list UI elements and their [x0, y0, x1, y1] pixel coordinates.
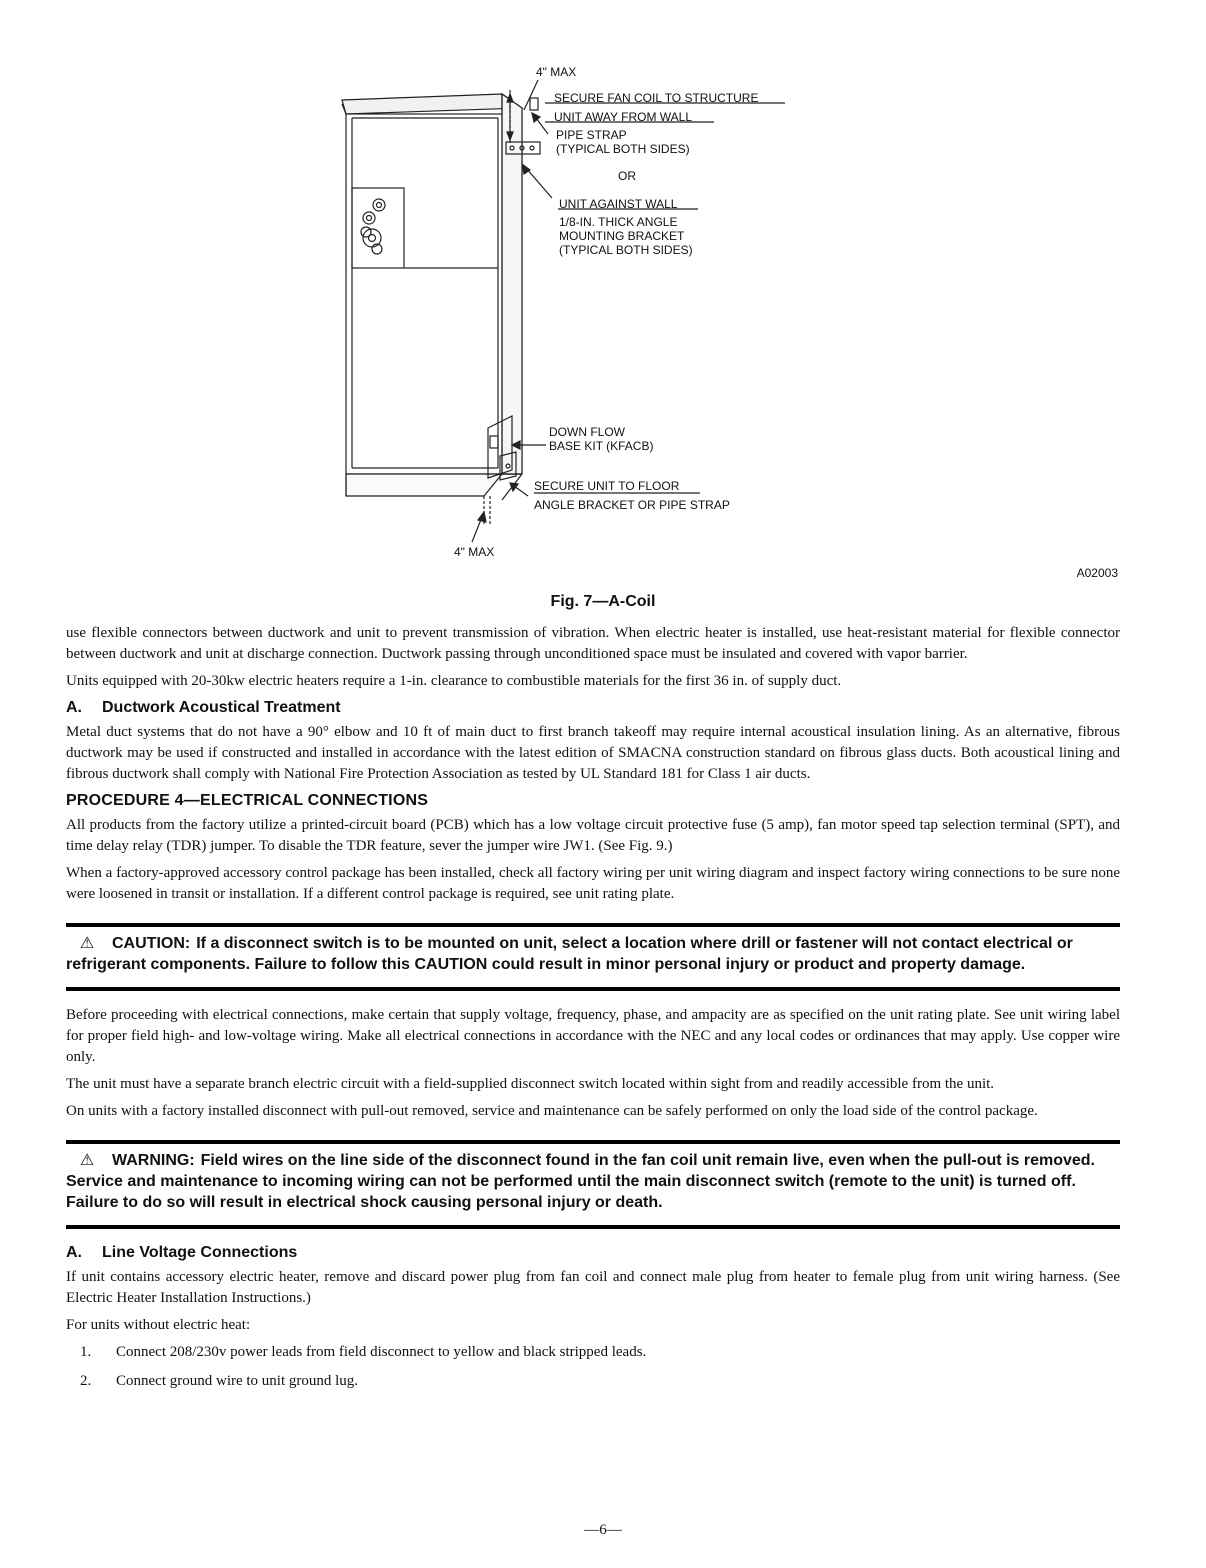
list-item	[66, 1371, 1120, 1392]
page-number: —6—	[584, 1522, 622, 1538]
paragraph-before-proceeding: Before proceeding with electrical connections, make certain that supply voltage, frequency, phase, and ampacity are as specified on the unit rating plate. See unit wiring label for proper field high- and low-voltage wiring. Make all electrical connections in accordance with the NEC and any local codes or ordinances that may apply. Use copper wire only.	[66, 1007, 1120, 1065]
label-or: OR	[618, 169, 636, 183]
label-secure-fan-coil: SECURE FAN COIL TO STRUCTURE	[554, 91, 759, 105]
paragraph-acoustical-treatment: Metal duct systems that do not have a 90° elbow and 10 ft of main duct to first branch takeoff may require internal acoustical insulation lining. As an alternative, fibrous ductwork may be used if constructed and installed in accordance with the latest edition of SMACNA construction standard on fibrous glass ducts. Both acoustical lining and fibrous ductwork shall comply with National Fire Protection Association as tested by UL Standard 181 for Class 1 air ducts.	[66, 724, 1120, 782]
step-text: Connect 208/230v power leads from field disconnect to yellow and black stripped leads.	[116, 1344, 647, 1360]
paragraph-clearance: Units equipped with 20-30kw electric heaters require a 1-in. clearance to combustible materials for the first 36 in. of supply duct.	[66, 673, 842, 689]
step-text: Connect ground wire to unit ground lug.	[116, 1373, 359, 1389]
caution-text: If a disconnect switch is to be mounted on unit, select a location where drill or fastener will not contact electrical or refrigerant components. Failure to follow this CAUTION could result in minor personal injury or product and property damage.	[66, 935, 1073, 973]
label-angle-bracket-or-pipe-strap: ANGLE BRACKET OR PIPE STRAP	[534, 498, 730, 512]
warning-label: WARNING:	[112, 1152, 195, 1169]
caution-label: CAUTION:	[112, 935, 191, 952]
caution-box	[66, 923, 1120, 991]
paragraph-branch-circuit: The unit must have a separate branch electric circuit with a field-supplied disconnect switch located within sight from and readily accessible from the unit.	[66, 1076, 995, 1092]
paragraph-pcb: All products from the factory utilize a printed-circuit board (PCB) which has a low voltage circuit protective fuse (5 amp), fan motor speed tap selection terminal (SPT), and time delay relay (TDR) jumper. To disable the TDR feature, sever the jumper wire JW1. (See Fig. 9.)	[66, 817, 1120, 854]
label-typical-both-sides-1: (TYPICAL BOTH SIDES)	[556, 142, 690, 156]
label-unit-away-from-wall: UNIT AWAY FROM WALL	[554, 110, 693, 124]
paragraph-control-package: When a factory-approved accessory control package has been installed, check all factory wiring per unit wiring diagram and inspect factory wiring connections to be sure none were loosened in transit or installation. If a different control package is required, see unit rating plate.	[66, 865, 1120, 902]
warning-triangle-icon: ⚠	[79, 935, 95, 952]
warning-text: Field wires on the line side of the disconnect found in the fan coil unit remain live, even when the pull-out is removed. Service and maintenance to incoming wiring can not be performed until the main disconnect switch (remote to the unit) is turned off. Failure to do so will result in electrical shock causing personal injury or death.	[66, 1152, 1095, 1211]
label-mounting-bracket: MOUNTING BRACKET	[559, 229, 685, 243]
section-title: Ductwork Acoustical Treatment	[102, 699, 341, 716]
paragraph-factory-disconnect: On units with a factory installed disconnect with pull-out removed, service and maintenance can be safely performed on only the load side of the control package.	[66, 1103, 1038, 1119]
section-letter: A.	[66, 1244, 82, 1261]
section-heading-ductwork-acoustical	[66, 698, 1120, 718]
step-number: 1.	[80, 1344, 92, 1360]
warning-box	[66, 1140, 1120, 1229]
section-letter: A.	[66, 699, 82, 716]
step-number: 2.	[80, 1373, 92, 1389]
section-title: Line Voltage Connections	[102, 1244, 298, 1261]
steps-list	[66, 1342, 1120, 1392]
section-heading-line-voltage	[66, 1243, 1120, 1263]
label-typical-both-sides-2: (TYPICAL BOTH SIDES)	[559, 243, 693, 257]
paragraph-flexible-connectors: use flexible connectors between ductwork and unit to prevent transmission of vibration. When electric heater is installed, use heat-resistant material for flexible connector between ductwork and unit at discharge connection. Ductwork passing through unconditioned space must be insulated and covered with vapor barrier.	[66, 625, 1120, 662]
label-base-kit: BASE KIT (KFACB)	[549, 439, 654, 453]
a-coil-figure	[0, 0, 1206, 590]
list-item	[66, 1342, 1120, 1363]
label-4-max-bottom: 4" MAX	[454, 545, 495, 559]
procedure-heading: PROCEDURE 4—ELECTRICAL CONNECTIONS	[66, 792, 429, 809]
label-secure-unit-to-floor: SECURE UNIT TO FLOOR	[534, 479, 680, 493]
label-unit-against-wall: UNIT AGAINST WALL	[559, 197, 678, 211]
paragraph-without-electric-heat: For units without electric heat:	[66, 1317, 251, 1333]
figure-caption: Fig. 7—A-Coil	[550, 593, 656, 610]
figure-id: A02003	[1076, 566, 1118, 580]
warning-triangle-icon: ⚠	[79, 1152, 95, 1169]
label-4-max-top: 4" MAX	[536, 65, 577, 79]
label-angle-thickness: 1/8-IN. THICK ANGLE	[559, 215, 678, 229]
label-pipe-strap: PIPE STRAP	[556, 128, 627, 142]
page-content	[66, 623, 1120, 1400]
label-down-flow: DOWN FLOW	[549, 425, 625, 439]
paragraph-electric-heater: If unit contains accessory electric heater, remove and discard power plug from fan coil and connect male plug from heater to female plug from unit wiring harness. (See Electric Heater Installation Instructions.)	[66, 1269, 1120, 1306]
